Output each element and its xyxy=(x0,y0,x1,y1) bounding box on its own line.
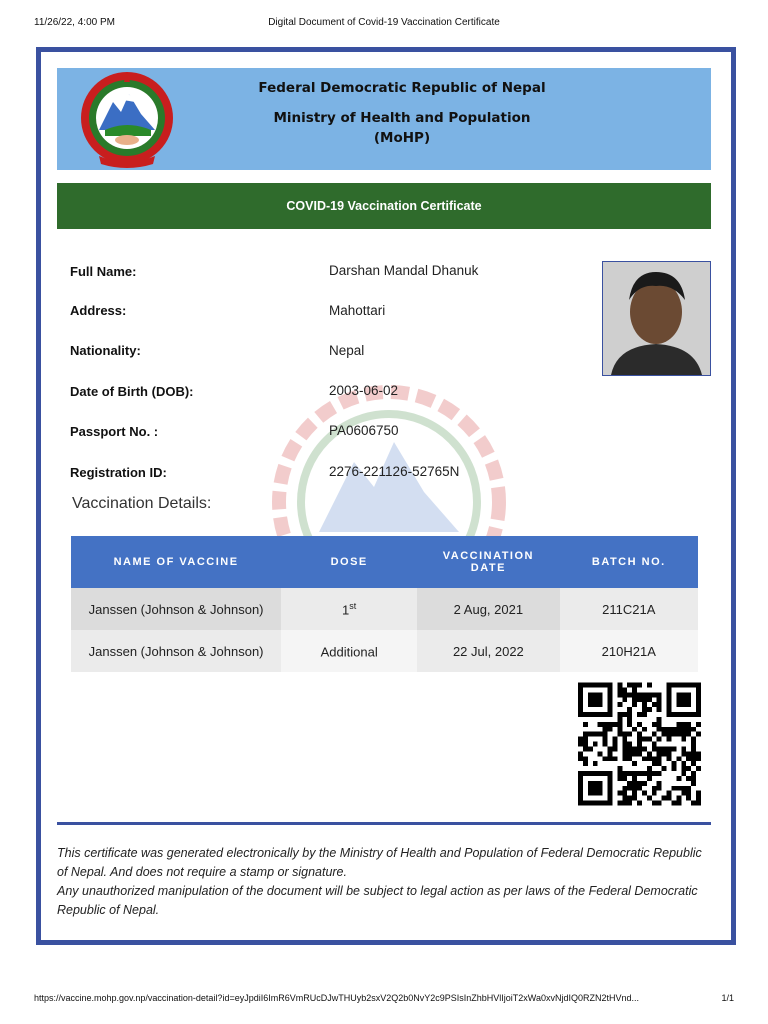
vaccination-details-title: Vaccination Details: xyxy=(72,495,212,512)
dob-label: Date of Birth (DOB): xyxy=(70,384,194,399)
country-name: Federal Democratic Republic of Nepal xyxy=(258,80,546,96)
print-datetime: 11/26/22, 4:00 PM xyxy=(34,17,115,28)
address-value: Mahottari xyxy=(329,303,386,318)
vaccine-name-cell: Janssen (Johnson & Johnson) xyxy=(71,588,281,630)
vaccination-table xyxy=(71,536,698,672)
ministry-abbrev: (MoHP) xyxy=(373,130,431,146)
registration-id-label: Registration ID: xyxy=(70,465,167,480)
ministry-name: Ministry of Health and Population xyxy=(273,110,531,126)
batch-cell: 210H21A xyxy=(560,630,698,672)
dose-cell xyxy=(281,588,417,630)
col-batch-no: BATCH NO. xyxy=(560,536,698,588)
dose-number: 1 xyxy=(342,602,350,618)
qr-code-icon xyxy=(578,681,701,807)
table-header-row xyxy=(71,536,698,588)
dose-number: Additional xyxy=(320,644,378,660)
dose-ordinal-suffix: st xyxy=(349,600,357,611)
passport-label: Passport No. : xyxy=(70,424,159,439)
nepal-emblem-icon xyxy=(69,68,185,170)
table-row xyxy=(71,588,698,630)
full-name-label: Full Name: xyxy=(70,264,137,279)
col-dose: DOSE xyxy=(281,536,417,588)
vaccination-date-cell: 22 Jul, 2022 xyxy=(417,630,559,672)
holder-photo xyxy=(602,261,711,376)
vaccine-name-cell: Janssen (Johnson & Johnson) xyxy=(71,630,281,672)
divider xyxy=(57,822,711,825)
nationality-value: Nepal xyxy=(329,343,365,358)
print-url: https://vaccine.mohp.gov.np/vaccination-detail?id=eyJpdiI6ImR6VmRUcDJwTHUyb2sxV2Q2b0NvY2c9PSIsInZhbHVlIjoiT2xWa0xvNjdIQ0RZN2tHVnd... xyxy=(34,993,639,1003)
full-name-value: Darshan Mandal Dhanuk xyxy=(329,263,479,278)
certificate-frame xyxy=(36,47,736,945)
person-photo-icon xyxy=(603,262,710,375)
vaccination-date-cell: 2 Aug, 2021 xyxy=(417,588,559,630)
header-text xyxy=(207,80,597,148)
disclaimer-paragraph-2: Any unauthorized manipulation of the document will be subject to legal action as per laws of the Federal Democratic Republic of Nepal. xyxy=(57,884,698,917)
batch-cell: 211C21A xyxy=(560,588,698,630)
col-vaccination-date: VACCINATION DATE xyxy=(417,536,559,588)
passport-value: PA0606750 xyxy=(329,423,399,438)
table-row xyxy=(71,630,698,672)
dob-value: 2003-06-02 xyxy=(329,383,399,398)
disclaimer-paragraph-1: This certificate was generated electronically by the Ministry of Health and Population of Federal Democratic Republic of Nepal. And does not require a stamp or signature. xyxy=(57,846,702,879)
address-label: Address: xyxy=(70,303,127,318)
disclaimer xyxy=(57,844,707,920)
print-document-title: Digital Document of Covid-19 Vaccination Certificate xyxy=(268,17,500,28)
col-vaccine-name: NAME OF VACCINE xyxy=(71,536,281,588)
nationality-label: Nationality: xyxy=(70,343,141,358)
registration-id-value: 2276-221126-52765N xyxy=(329,464,460,479)
print-page-number: 1/1 xyxy=(721,993,734,1003)
header-band xyxy=(57,68,711,170)
dose-cell xyxy=(281,630,417,672)
certificate-banner: COVID-19 Vaccination Certificate xyxy=(57,183,711,229)
